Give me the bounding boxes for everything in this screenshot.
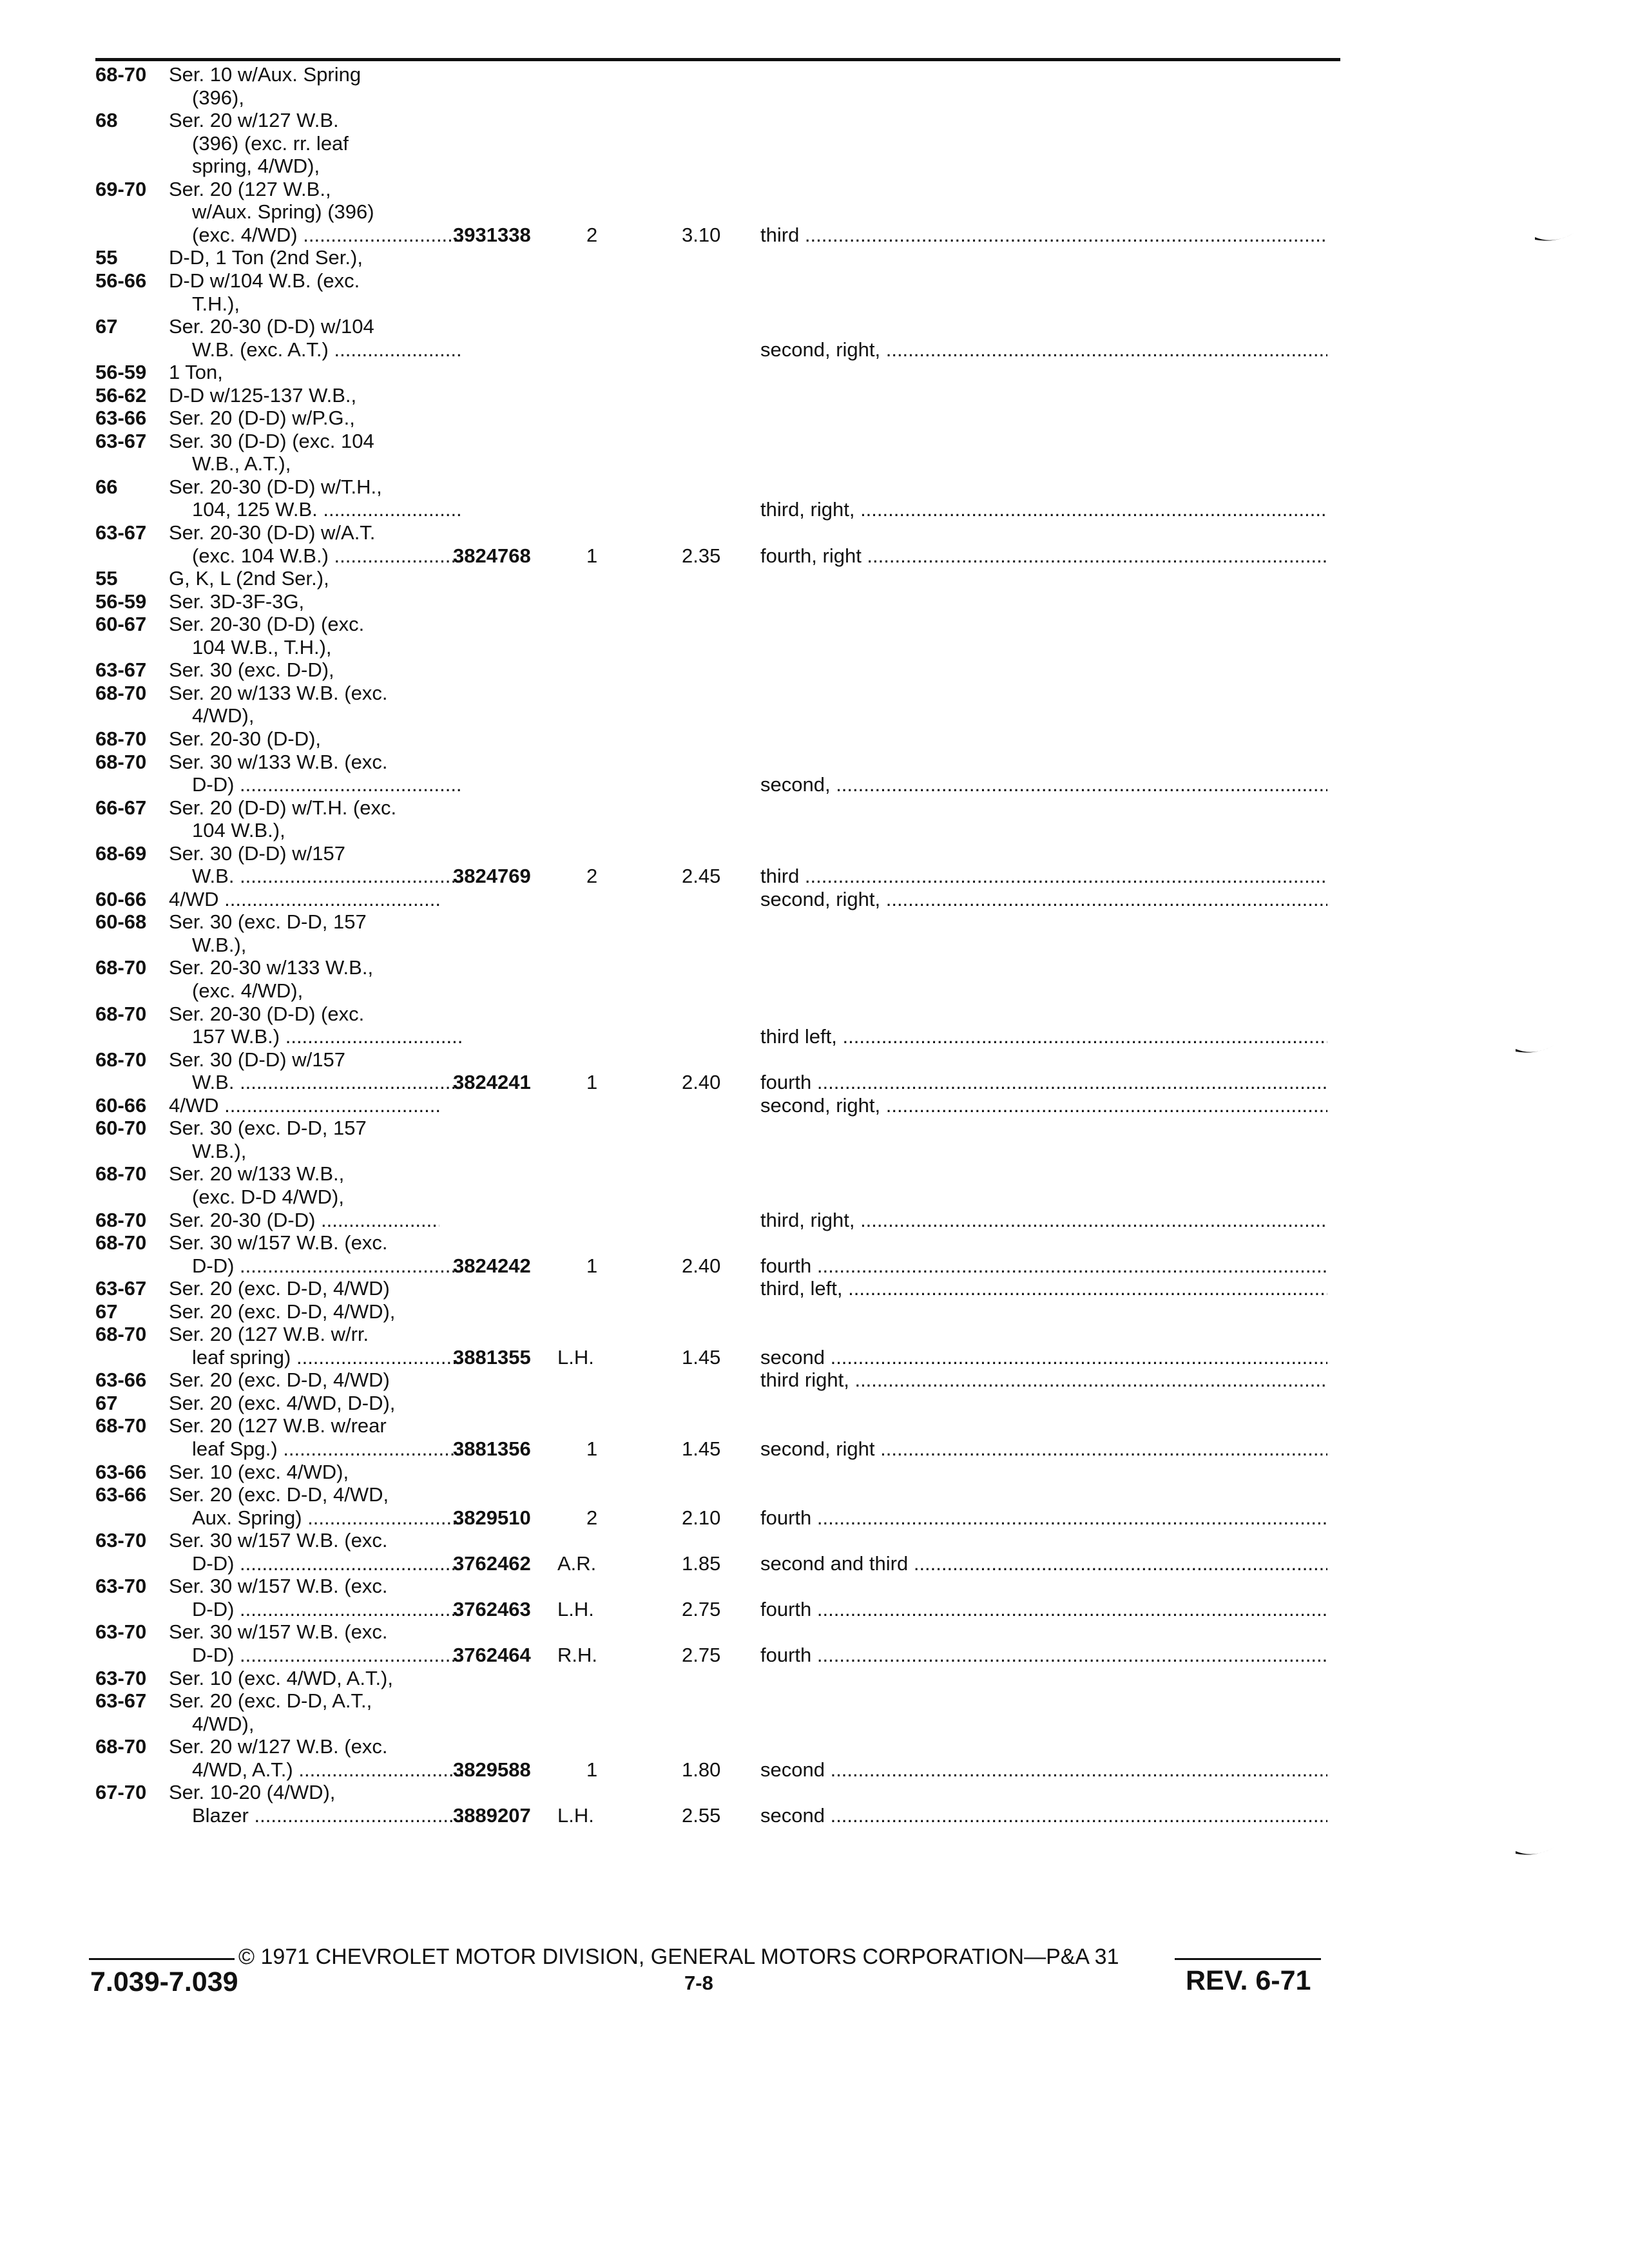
table-row — [0, 613, 1629, 636]
application-description: Ser. 20 w/127 W.B. — [169, 109, 339, 132]
application-description: Ser. 20 (exc. 4/WD, D-D), — [169, 1391, 396, 1414]
application-description: D-D w/125-137 W.B., — [169, 383, 357, 407]
revision-date: REV. 6-71 — [1186, 1965, 1311, 1996]
table-row — [0, 200, 1629, 224]
leaf-position: third ..... — [760, 865, 1327, 888]
table-row — [0, 224, 1629, 247]
leaf-position: fourth, right ..... — [760, 544, 1327, 568]
year-range: 63-67 — [95, 1689, 147, 1713]
year-range: 63-66 — [95, 1483, 147, 1506]
application-description: T.H.), — [192, 292, 240, 315]
table-row — [0, 544, 1629, 568]
application-description: 1 Ton, — [169, 361, 223, 384]
top-rule — [95, 58, 1340, 61]
table-row — [0, 1392, 1629, 1415]
year-range: 68-70 — [95, 681, 147, 704]
application-description: Ser. 20-30 (D-D) w/104 — [169, 315, 374, 338]
table-row — [0, 636, 1629, 659]
application-description: (396), — [192, 86, 244, 109]
length-value: 3.10 — [682, 223, 721, 246]
part-number: 3824241 — [453, 1071, 531, 1094]
table-row — [0, 407, 1629, 430]
table-row — [0, 704, 1629, 727]
quantity: 2 — [586, 865, 598, 888]
table-row — [0, 979, 1629, 1003]
table-row — [0, 155, 1629, 178]
application-description: Ser. 30 w/133 W.B. (exc. — [169, 750, 388, 773]
part-number: 3824242 — [453, 1254, 531, 1277]
table-row — [0, 865, 1629, 888]
table-row — [0, 934, 1629, 957]
leaf-position: second, right ..... — [760, 1437, 1327, 1461]
application-description: 104, 125 W.B. ..... — [192, 498, 463, 521]
length-value: 1.80 — [682, 1758, 721, 1781]
part-number: 3829510 — [453, 1506, 531, 1529]
application-description: Aux. Spring) ..... — [192, 1506, 463, 1530]
footer-left-code: 7.039-7.039 — [90, 1966, 238, 1997]
year-range: 63-66 — [95, 1369, 147, 1392]
application-description: Blazer ..... — [192, 1804, 463, 1827]
table-row — [0, 1483, 1629, 1506]
table-row — [0, 246, 1629, 269]
leaf-position: fourth ..... — [760, 1598, 1327, 1621]
year-range: 68-70 — [95, 1414, 147, 1437]
application-description: 4/WD), — [192, 1712, 255, 1735]
table-row — [0, 338, 1629, 361]
application-description: (exc. 4/WD) ..... — [192, 224, 463, 247]
application-description: 104 W.B., T.H.), — [192, 635, 332, 658]
table-row — [0, 658, 1629, 682]
application-description: Ser. 20 (exc. D-D, 4/WD) — [169, 1277, 390, 1300]
table-row — [0, 269, 1629, 293]
application-description: Ser. 20 (D-D) w/P.G., — [169, 407, 355, 430]
table-row — [0, 1140, 1629, 1163]
length-value: 2.40 — [682, 1254, 721, 1277]
table-row — [0, 1644, 1629, 1667]
quantity: L.H. — [557, 1345, 594, 1369]
footer-rule-left — [89, 1958, 235, 1960]
application-description: W.B.), — [192, 933, 247, 956]
application-description: Ser. 30 w/157 W.B. (exc. — [169, 1231, 388, 1254]
application-description: W.B. (exc. A.T.) ..... — [192, 338, 463, 361]
year-range: 68 — [95, 109, 118, 132]
application-description: Ser. 20 (exc. D-D, 4/WD) — [169, 1369, 390, 1392]
application-description: W.B.), — [192, 1139, 247, 1162]
application-description: leaf Spg.) ..... — [192, 1437, 463, 1461]
application-description: 4/WD ..... — [169, 1094, 439, 1117]
margin-mark — [1514, 1044, 1556, 1058]
application-description: Ser. 30 (D-D) w/157 — [169, 1048, 345, 1071]
leaf-position: third left, ..... — [760, 1025, 1327, 1048]
application-description: Ser. 30 w/157 W.B. (exc. — [169, 1575, 388, 1598]
table-row — [0, 1231, 1629, 1254]
application-description: Ser. 30 (exc. D-D), — [169, 658, 334, 682]
table-row — [0, 1620, 1629, 1644]
application-description: leaf spring) ..... — [192, 1346, 463, 1369]
table-row — [0, 1461, 1629, 1484]
application-description: Ser. 20-30 (D-D), — [169, 727, 322, 750]
year-range: 63-66 — [95, 1460, 147, 1483]
leaf-position: third ..... — [760, 224, 1327, 247]
length-value: 1.45 — [682, 1345, 721, 1369]
application-description: Ser. 20-30 (D-D) w/A.T. — [169, 521, 376, 544]
table-row — [0, 888, 1629, 911]
year-range: 63-67 — [95, 1277, 147, 1300]
table-row — [0, 1529, 1629, 1552]
year-range: 66-67 — [95, 796, 147, 819]
table-row — [0, 430, 1629, 453]
application-description: Ser. 10 w/Aux. Spring — [169, 63, 361, 86]
quantity: L.H. — [557, 1803, 594, 1827]
year-range: 67 — [95, 315, 118, 338]
quantity: L.H. — [557, 1597, 594, 1620]
table-row — [0, 1346, 1629, 1369]
year-range: 68-70 — [95, 1002, 147, 1025]
application-description: D-D) ..... — [192, 1552, 463, 1575]
table-row — [0, 910, 1629, 934]
application-description: Ser. 3D-3F-3G, — [169, 590, 305, 613]
application-description: Ser. 20 (D-D) w/T.H. (exc. — [169, 796, 397, 819]
application-description: Ser. 20 (exc. D-D, 4/WD), — [169, 1300, 396, 1323]
application-description: 4/WD, A.T.) ..... — [192, 1758, 463, 1782]
part-number: 3762463 — [453, 1597, 531, 1620]
year-range: 68-70 — [95, 956, 147, 979]
year-range: 66 — [95, 475, 118, 498]
application-description: Ser. 20-30 w/133 W.B., — [169, 956, 374, 979]
table-row — [0, 521, 1629, 544]
part-number: 3829588 — [453, 1758, 531, 1781]
table-row — [0, 682, 1629, 705]
leaf-position: fourth ..... — [760, 1071, 1327, 1094]
year-range: 63-66 — [95, 407, 147, 430]
application-description: D-D) ..... — [192, 773, 463, 796]
page-number: 7-8 — [684, 1972, 713, 1994]
part-number: 3762464 — [453, 1643, 531, 1666]
quantity: 1 — [586, 1071, 598, 1094]
year-range: 63-67 — [95, 521, 147, 544]
year-range: 68-70 — [95, 750, 147, 773]
year-range: 60-67 — [95, 613, 147, 636]
application-description: Ser. 30 (D-D) w/157 — [169, 841, 345, 865]
leaf-position: second ..... — [760, 1758, 1327, 1782]
length-value: 2.45 — [682, 865, 721, 888]
table-row — [0, 1713, 1629, 1736]
year-range: 55 — [95, 246, 118, 269]
table-row — [0, 590, 1629, 613]
year-range: 60-68 — [95, 910, 147, 934]
table-row — [0, 727, 1629, 751]
length-value: 2.35 — [682, 544, 721, 567]
leaf-position: fourth ..... — [760, 1644, 1327, 1667]
leaf-position: fourth ..... — [760, 1506, 1327, 1530]
year-range: 68-70 — [95, 63, 147, 86]
year-range: 68-70 — [95, 1323, 147, 1346]
year-range: 60-70 — [95, 1117, 147, 1140]
quantity: 1 — [586, 1437, 598, 1460]
table-row — [0, 361, 1629, 384]
part-number: 3889207 — [453, 1803, 531, 1827]
application-description: Ser. 30 w/157 W.B. (exc. — [169, 1529, 388, 1552]
leaf-position: second, right, ..... — [760, 1094, 1327, 1117]
application-description: Ser. 10 (exc. 4/WD), — [169, 1460, 349, 1483]
application-description: Ser. 30 (exc. D-D, 157 — [169, 910, 367, 934]
application-description: 104 W.B.), — [192, 819, 285, 842]
year-range: 68-70 — [95, 1208, 147, 1231]
year-range: 63-70 — [95, 1575, 147, 1598]
table-row — [0, 315, 1629, 338]
leaf-position: third, right, ..... — [760, 1209, 1327, 1232]
application-description: D-D, 1 Ton (2nd Ser.), — [169, 246, 363, 269]
year-range: 56-59 — [95, 590, 147, 613]
footer-copyright: © 1971 CHEVROLET MOTOR DIVISION, GENERAL MOTORS CORPORATION—P&A 31 — [238, 1945, 1119, 1969]
application-description: Ser. 30 (D-D) (exc. 104 — [169, 429, 374, 452]
application-description: Ser. 20 w/127 W.B. (exc. — [169, 1735, 388, 1758]
table-row — [0, 1094, 1629, 1117]
year-range: 63-67 — [95, 658, 147, 682]
table-row — [0, 1758, 1629, 1782]
table-row — [0, 1300, 1629, 1323]
application-description: Ser. 20 (exc. D-D, A.T., — [169, 1689, 372, 1713]
year-range: 56-66 — [95, 269, 147, 292]
application-description: D-D) ..... — [192, 1254, 463, 1278]
application-description: D-D) ..... — [192, 1598, 463, 1621]
table-row — [0, 956, 1629, 979]
application-description: D-D w/104 W.B. (exc. — [169, 269, 360, 292]
length-value: 1.85 — [682, 1552, 721, 1575]
year-range: 60-66 — [95, 1093, 147, 1117]
application-description: Ser. 20 (exc. D-D, 4/WD, — [169, 1483, 389, 1506]
year-range: 63-70 — [95, 1529, 147, 1552]
leaf-position: second, ..... — [760, 773, 1327, 796]
quantity: 2 — [586, 1506, 598, 1529]
application-description: Ser. 20 w/133 W.B. (exc. — [169, 681, 388, 704]
leaf-position: second ..... — [760, 1346, 1327, 1369]
application-description: Ser. 20-30 (D-D) w/T.H., — [169, 475, 382, 498]
application-description: (exc. D-D 4/WD), — [192, 1185, 344, 1208]
leaf-position: third, left, ..... — [760, 1277, 1327, 1300]
year-range: 67 — [95, 1300, 118, 1323]
year-range: 68-70 — [95, 1162, 147, 1186]
table-row — [0, 751, 1629, 774]
part-number: 3824769 — [453, 865, 531, 888]
application-description: W.B. ..... — [192, 865, 463, 888]
application-description: 4/WD), — [192, 704, 255, 727]
table-row — [0, 1254, 1629, 1278]
table-row — [0, 1437, 1629, 1461]
application-description: W.B. ..... — [192, 1071, 463, 1094]
table-row — [0, 1209, 1629, 1232]
table-row — [0, 1575, 1629, 1598]
length-value: 2.10 — [682, 1506, 721, 1529]
year-range: 63-70 — [95, 1620, 147, 1644]
table-row — [0, 819, 1629, 842]
leaf-position: second ..... — [760, 1804, 1327, 1827]
year-range: 69-70 — [95, 177, 147, 200]
application-description: G, K, L (2nd Ser.), — [169, 567, 329, 590]
application-description: W.B., A.T.), — [192, 452, 291, 476]
leaf-position: third right, ..... — [760, 1369, 1327, 1392]
quantity: 1 — [586, 544, 598, 567]
table-row — [0, 567, 1629, 590]
application-description: Ser. 20 (127 W.B. w/rr. — [169, 1323, 369, 1346]
table-row — [0, 63, 1629, 86]
application-description: Ser. 20 (127 W.B. w/rear — [169, 1414, 387, 1437]
application-description: D-D) ..... — [192, 1644, 463, 1667]
application-description: Ser. 30 (exc. D-D, 157 — [169, 1117, 367, 1140]
table-row — [0, 842, 1629, 865]
length-value: 2.75 — [682, 1643, 721, 1666]
year-range: 60-66 — [95, 887, 147, 910]
year-range: 68-70 — [95, 1231, 147, 1254]
application-description: (exc. 104 W.B.) ..... — [192, 544, 463, 568]
table-row — [0, 86, 1629, 110]
table-row — [0, 1369, 1629, 1392]
leaf-position: third, right, ..... — [760, 498, 1327, 521]
table-row — [0, 1598, 1629, 1621]
table-row — [0, 1025, 1629, 1048]
leaf-position: fourth ..... — [760, 1254, 1327, 1278]
table-row — [0, 109, 1629, 132]
table-row — [0, 1323, 1629, 1346]
year-range: 63-67 — [95, 429, 147, 452]
table-row — [0, 476, 1629, 499]
table-row — [0, 293, 1629, 316]
year-range: 68-70 — [95, 727, 147, 750]
quantity: 2 — [586, 223, 598, 246]
year-range: 67-70 — [95, 1781, 147, 1804]
table-row — [0, 1552, 1629, 1575]
application-description: 157 W.B.) ..... — [192, 1025, 463, 1048]
part-number: 3931338 — [453, 223, 531, 246]
table-row — [0, 1781, 1629, 1804]
application-description: Ser. 10 (exc. 4/WD, A.T.), — [169, 1666, 393, 1689]
application-description: Ser. 20-30 (D-D) (exc. — [169, 613, 365, 636]
year-range: 56-59 — [95, 361, 147, 384]
table-row — [0, 1689, 1629, 1713]
footer-rule-right — [1175, 1958, 1321, 1960]
year-range: 56-62 — [95, 383, 147, 407]
table-row — [0, 1506, 1629, 1530]
table-row — [0, 1162, 1629, 1186]
table-row — [0, 452, 1629, 476]
year-range: 68-69 — [95, 841, 147, 865]
application-description: Ser. 20-30 (D-D) ..... — [169, 1209, 439, 1232]
quantity: 1 — [586, 1758, 598, 1781]
margin-mark — [1514, 1846, 1556, 1860]
table-row — [0, 1804, 1629, 1827]
table-row — [0, 178, 1629, 201]
table-row — [0, 1003, 1629, 1026]
application-description: Ser. 20 w/133 W.B., — [169, 1162, 345, 1186]
year-range: 63-70 — [95, 1666, 147, 1689]
table-row — [0, 498, 1629, 521]
year-range: 67 — [95, 1391, 118, 1414]
application-description: (exc. 4/WD), — [192, 979, 304, 1002]
length-value: 1.45 — [682, 1437, 721, 1460]
length-value: 2.55 — [682, 1803, 721, 1827]
length-value: 2.40 — [682, 1071, 721, 1094]
year-range: 68-70 — [95, 1048, 147, 1071]
part-number: 3881355 — [453, 1345, 531, 1369]
year-range: 55 — [95, 567, 118, 590]
leaf-position: second, right, ..... — [760, 888, 1327, 911]
margin-mark — [1534, 232, 1575, 246]
quantity: 1 — [586, 1254, 598, 1277]
table-row — [0, 1277, 1629, 1300]
application-description: spring, 4/WD), — [192, 155, 320, 178]
table-row — [0, 1667, 1629, 1690]
table-row — [0, 1186, 1629, 1209]
leaf-position: second and third ..... — [760, 1552, 1327, 1575]
year-range: 68-70 — [95, 1735, 147, 1758]
table-row — [0, 132, 1629, 155]
table-row — [0, 1735, 1629, 1758]
application-description: w/Aux. Spring) (396) — [192, 200, 374, 224]
table-row — [0, 384, 1629, 407]
application-description: Ser. 10-20 (4/WD), — [169, 1781, 336, 1804]
part-number: 3881356 — [453, 1437, 531, 1460]
quantity: R.H. — [557, 1643, 597, 1666]
part-number: 3762462 — [453, 1552, 531, 1575]
table-row — [0, 1048, 1629, 1072]
length-value: 2.75 — [682, 1597, 721, 1620]
table-row — [0, 1117, 1629, 1140]
table-row — [0, 1414, 1629, 1437]
table-row — [0, 796, 1629, 820]
part-number: 3824768 — [453, 544, 531, 567]
application-description: Ser. 20 (127 W.B., — [169, 177, 331, 200]
quantity: A.R. — [557, 1552, 597, 1575]
application-description: (396) (exc. rr. leaf — [192, 131, 349, 155]
application-description: Ser. 30 w/157 W.B. (exc. — [169, 1620, 388, 1644]
table-row — [0, 1071, 1629, 1094]
table-row — [0, 773, 1629, 796]
application-description: Ser. 20-30 (D-D) (exc. — [169, 1002, 365, 1025]
leaf-position: second, right, ..... — [760, 338, 1327, 361]
application-description: 4/WD ..... — [169, 888, 439, 911]
